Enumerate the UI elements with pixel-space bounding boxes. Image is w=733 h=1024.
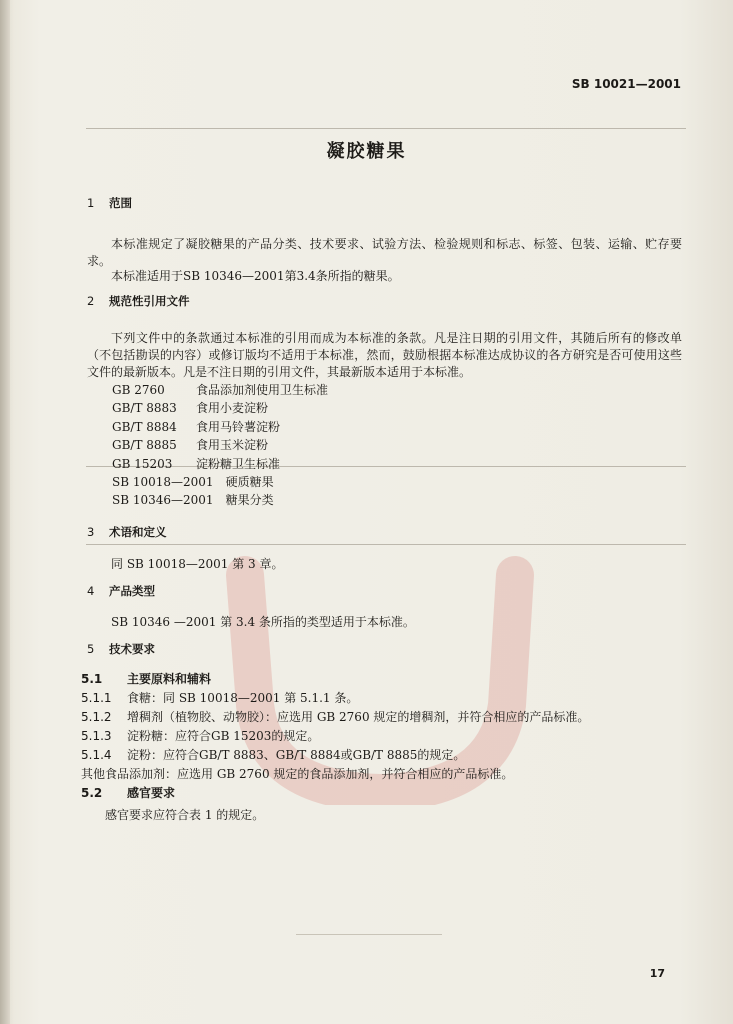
reference-name: 硬质糖果 bbox=[225, 474, 274, 489]
section-number: 1 bbox=[87, 196, 95, 210]
clause-text: 淀粉糖：应符合GB 15203的规定。 bbox=[127, 729, 320, 743]
section-heading-scope bbox=[87, 195, 132, 211]
reference-name: 食用玉米淀粉 bbox=[196, 438, 269, 453]
section-title: 规范性引用文件 bbox=[109, 294, 190, 308]
clause-text: 淀粉：应符合GB/T 8883、GB/T 8884或GB/T 8885的规定。 bbox=[127, 748, 466, 762]
section-heading-normative-references bbox=[87, 293, 190, 309]
section-title: 产品类型 bbox=[109, 584, 155, 598]
bleed-through-line bbox=[86, 128, 686, 129]
references-paragraph: 下列文件中的条款通过本标准的引用而成为本标准的条款。凡是注日期的引用文件，其随后所有的修改单（不包括勘误的内容）或修订版均不适用于本标准，然而，鼓励根据本标准达成协议的各方研究是否可使用这些文件的最新版本。凡是不注日期的引用文件，其最新版本适用于本标准。 bbox=[87, 331, 682, 379]
reference-code: SB 10018—2001 bbox=[112, 474, 214, 489]
section-number: 3 bbox=[87, 525, 95, 539]
clause-title: 感官要求 bbox=[127, 786, 176, 800]
section-number: 4 bbox=[87, 584, 95, 598]
scope-paragraph: 本标准规定了凝胶糖果的产品分类、技术要求、试验方法、检验规则和标志、标签、包装、运输、贮存要求。 bbox=[87, 237, 682, 268]
reference-item bbox=[112, 473, 328, 491]
document-id: SB 10021—2001 bbox=[571, 77, 681, 91]
footer-divider bbox=[296, 934, 442, 935]
reference-name: 淀粉糖卫生标准 bbox=[196, 456, 281, 471]
other-additives-text: 其他食品添加剂：应选用 GB 2760 规定的食品添加剂，并符合相应的产品标准。 bbox=[81, 767, 514, 781]
section-number: 5 bbox=[87, 642, 95, 656]
section-title: 术语和定义 bbox=[109, 525, 167, 539]
section-number: 2 bbox=[87, 294, 95, 308]
scope-applicability: 本标准适用于SB 10346—2001第3.4条所指的糖果。 bbox=[111, 269, 400, 283]
section-heading-terms bbox=[87, 524, 167, 540]
clause-5-1-2 bbox=[81, 708, 589, 725]
reference-code: GB 15203 bbox=[112, 456, 173, 471]
reference-item bbox=[112, 418, 328, 436]
reference-code: GB/T 8883 bbox=[112, 401, 177, 416]
reference-code: GB/T 8884 bbox=[112, 419, 177, 434]
reference-code: GB 2760 bbox=[112, 383, 165, 397]
reference-name: 食用马铃薯淀粉 bbox=[196, 419, 281, 434]
reference-list bbox=[112, 381, 328, 510]
reference-name: 食品添加剂使用卫生标准 bbox=[196, 383, 329, 397]
reference-name: 糖果分类 bbox=[225, 493, 274, 508]
reference-item bbox=[112, 436, 328, 454]
bleed-through-line bbox=[86, 544, 686, 545]
section-title: 范围 bbox=[109, 196, 132, 210]
reference-code: GB/T 8885 bbox=[112, 438, 177, 453]
reference-item bbox=[112, 399, 328, 417]
reference-code: SB 10346—2001 bbox=[112, 493, 214, 508]
reference-item bbox=[112, 381, 328, 399]
clause-number: 5.2 bbox=[81, 786, 103, 800]
clause-number: 5.1 bbox=[81, 672, 103, 686]
clause-title: 主要原料和辅料 bbox=[127, 672, 212, 686]
section-heading-technical-requirements bbox=[87, 641, 155, 657]
clause-5-1-3 bbox=[81, 727, 319, 744]
clause-text: 食糖：同 SB 10018—2001 第 5.1.1 条。 bbox=[127, 691, 359, 705]
clause-5-1-4 bbox=[81, 746, 465, 763]
clause-number: 5.1.1 bbox=[81, 691, 112, 705]
section-heading-product-type bbox=[87, 583, 155, 599]
section-title: 技术要求 bbox=[109, 642, 155, 656]
clause-5-2-heading bbox=[81, 784, 175, 801]
reference-name: 食用小麦淀粉 bbox=[196, 401, 269, 416]
clause-5-1-1 bbox=[81, 689, 358, 706]
reference-item bbox=[112, 491, 328, 509]
document-title: 凝胶糖果 bbox=[326, 141, 407, 162]
sensory-requirements-text: 感官要求应符合表 1 的规定。 bbox=[105, 808, 265, 822]
clause-number: 5.1.2 bbox=[81, 710, 112, 724]
clause-number: 5.1.4 bbox=[81, 748, 112, 762]
clause-text: 增稠剂（植物胶、动物胶）：应选用 GB 2760 规定的增稠剂，并符合相应的产品标准。 bbox=[127, 710, 590, 724]
reference-item bbox=[112, 455, 328, 473]
page-number: 17 bbox=[649, 967, 665, 980]
clause-number: 5.1.3 bbox=[81, 729, 112, 743]
product-type-text: SB 10346 —2001 第 3.4 条所指的类型适用于本标准。 bbox=[111, 615, 415, 629]
terms-text: 同 SB 10018—2001 第 3 章。 bbox=[111, 557, 284, 571]
clause-5-1-heading bbox=[81, 670, 211, 687]
